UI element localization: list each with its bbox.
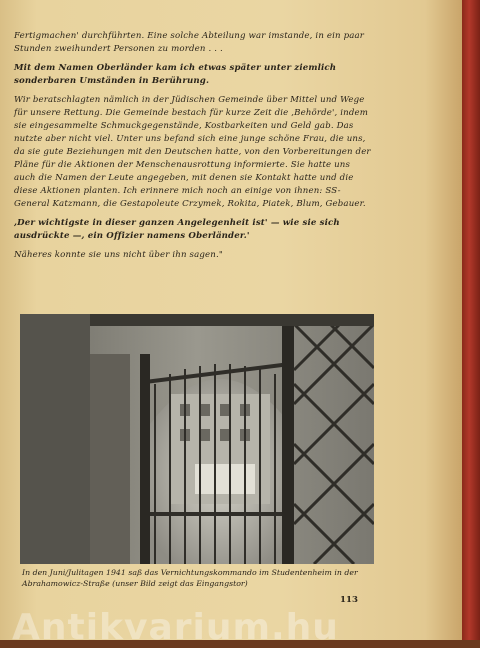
book-spine-edge	[462, 0, 480, 640]
gate-illustration	[20, 314, 374, 564]
page-number: 113	[340, 595, 358, 605]
paragraph-5: Näheres konnte sie uns nicht über ihn sagen."	[14, 250, 223, 260]
paragraph-2: Mit dem Namen Oberländer kam ich etwas später unter ziemlich sonderbaren Umständen in Berührung.	[14, 63, 337, 86]
watermark-logo: Antikvarium.hu	[12, 607, 339, 648]
body-text	[14, 30, 374, 268]
paragraph-1: Fertigmachen' durchführten. Eine solche Abteilung war imstande, in ein paar Stunden zweihundert Personen zu morden . . .	[14, 31, 365, 54]
paragraph-3: Wir beratschlagten nämlich in der Jüdischen Gemeinde über Mittel und Wege für unsere Rettung. Die Gemeinde bestach für kurze Zeit die ,Behörde', indem sie eingesammelte Schmuckgegenstände, Kostbarkeiten und Geld gab. Das nutzte aber nicht viel. Unter uns befand sich eine junge schöne Frau, die uns, da sie gute Beziehungen mit den Deutschen hatte, von den Vorbereitungen der Pläne für die Aktionen der Menschenausrottung informierte. Sie hatte uns auch die Namen der Leute angegeben, mit denen sie Kontakt hatte und die diese Aktionen planten. Ich erinnere mich noch an einige von ihnen: SS-General Katzmann, die Gestapoleute Crzymek, Rokita, Piatek, Blum, Gebauer.	[14, 95, 371, 209]
photo-caption: In den Juni/Julitagen 1941 saß das Vernichtungskommando im Studentenheim in der Abrahamowicz-Straße (unser Bild zeigt das Eingangstor)	[22, 568, 358, 588]
paragraph-4: ,Der wichtigste in dieser ganzen Angelegenheit ist' — wie sie sich ausdrückte —, ein Offizier namens Oberländer.'	[14, 218, 340, 241]
entrance-gate-photo	[20, 314, 374, 564]
